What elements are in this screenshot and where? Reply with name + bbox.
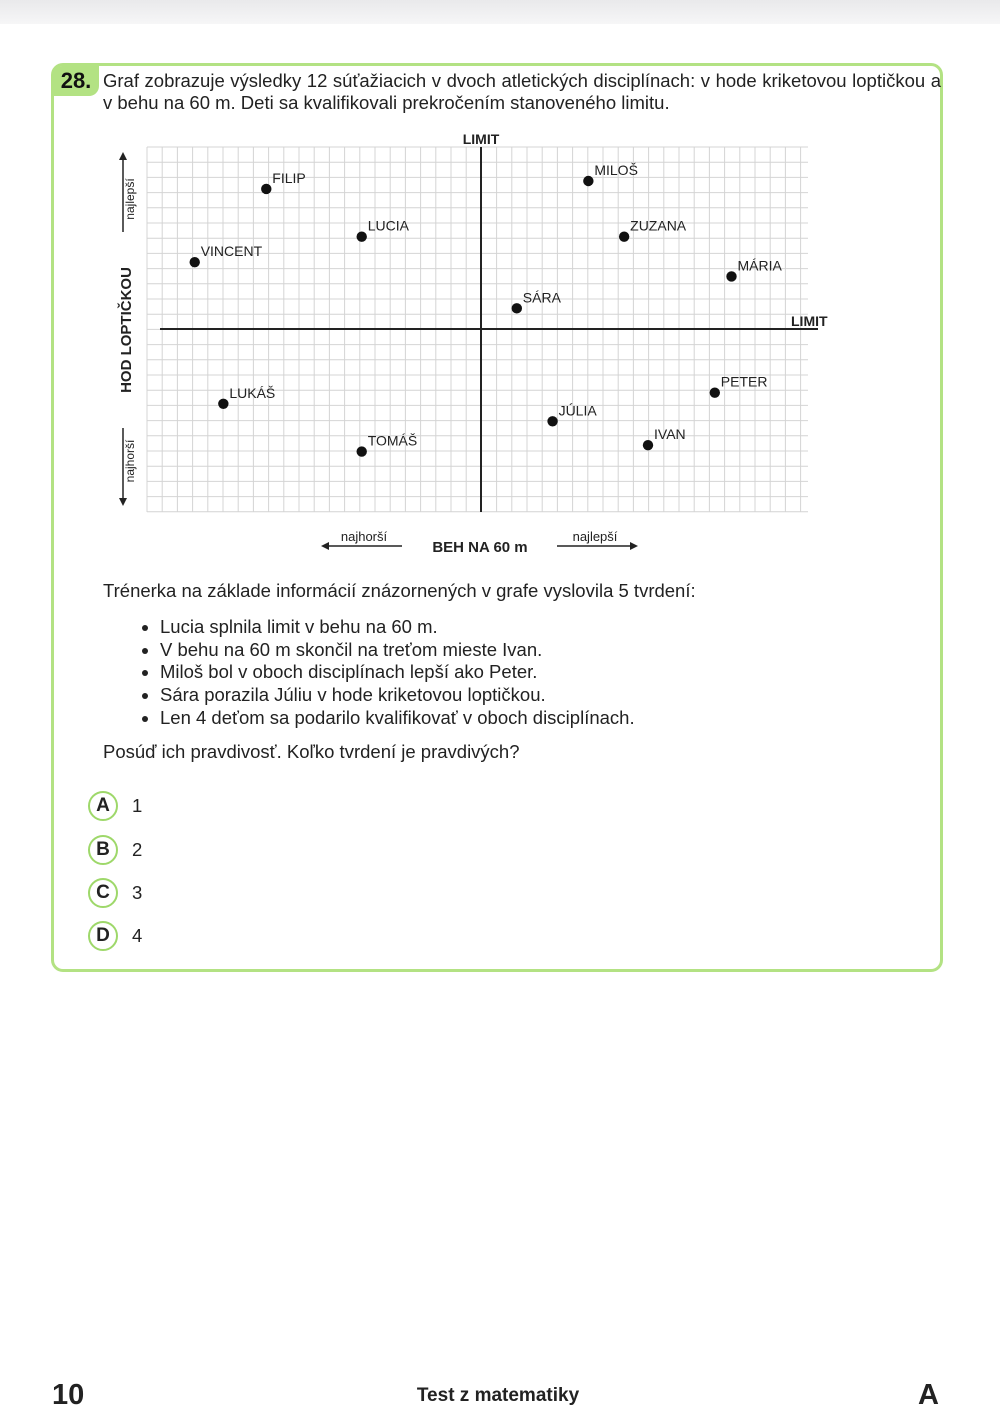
- statement-item: • Sára porazila Júliu v hode kriketovou loptičkou.: [160, 684, 635, 707]
- data-point: [547, 416, 557, 426]
- option-value[interactable]: 4: [132, 925, 143, 946]
- statement-item: • Lucia splnila limit v behu na 60 m.: [160, 616, 635, 639]
- limit-right-label: LIMIT: [791, 313, 828, 329]
- data-point-label: PETER: [720, 373, 768, 390]
- data-point: [218, 399, 228, 409]
- statement-item: • Miloš bol v oboch disciplínach lepší ako Peter.: [160, 661, 635, 684]
- data-point-label: ZUZANA: [630, 217, 687, 234]
- x-worst-label: najhorší: [340, 529, 388, 544]
- data-points: [190, 162, 783, 457]
- statements-intro: Trénerka na základe informácií znázornených v grafe vyslovila 5 tvrdení:: [103, 580, 696, 601]
- data-point-label: LUKÁŠ: [229, 384, 276, 401]
- x-worst-arrowhead: [321, 542, 329, 550]
- data-point: [190, 257, 200, 267]
- data-point-label: FILIP: [272, 169, 306, 186]
- option-value[interactable]: 2: [132, 839, 143, 860]
- data-point-label: TOMÁŠ: [367, 432, 418, 449]
- y-axis-title: HOD LOPTIČKOU: [118, 267, 135, 393]
- data-point: [710, 387, 720, 397]
- question-text: Graf zobrazuje výsledky 12 súťažiacich v dvoch atletických disciplínach: v hode kriketovou loptičkou a v behu na 60 m. Deti sa kvalifikovali prekročením stanoveného limitu.: [103, 70, 941, 113]
- option-letter[interactable]: B: [88, 835, 118, 865]
- option-value[interactable]: 1: [132, 795, 143, 816]
- data-point: [619, 232, 629, 242]
- option-letter[interactable]: A: [88, 791, 118, 821]
- option-value[interactable]: 3: [132, 882, 143, 903]
- data-point-label: JÚLIA: [558, 402, 597, 419]
- data-point-label: MÁRIA: [737, 257, 782, 274]
- test-variant: A: [918, 1379, 939, 1411]
- statements-list: [103, 616, 635, 730]
- statement-item: • Len 4 deťom sa podarilo kvalifikovať v oboch disciplínach.: [160, 707, 635, 730]
- statement-item: • V behu na 60 m skončil na treťom mieste Ivan.: [160, 639, 635, 662]
- data-point: [726, 271, 736, 281]
- option-letter[interactable]: C: [88, 878, 118, 908]
- x-axis-title: BEH NA 60 m: [432, 539, 528, 556]
- data-point-label: MILOŠ: [594, 162, 638, 179]
- question-prompt: Posúď ich pravdivosť. Koľko tvrdení je pravdivých?: [103, 741, 520, 762]
- question-number: 28.: [53, 66, 99, 96]
- data-point-label: SÁRA: [522, 289, 561, 306]
- data-point: [357, 446, 367, 456]
- data-point: [357, 232, 367, 242]
- data-point: [583, 176, 593, 186]
- data-point-label: IVAN: [654, 426, 686, 443]
- option-letter[interactable]: D: [88, 921, 118, 951]
- y-worst-arrowhead: [119, 498, 127, 506]
- x-best-label: najlepší: [572, 529, 618, 544]
- y-best-arrowhead: [119, 152, 127, 160]
- y-best-label: najlepší: [123, 178, 137, 220]
- x-best-arrowhead: [630, 542, 638, 550]
- data-point: [512, 303, 522, 313]
- limit-top-label: LIMIT: [462, 131, 500, 147]
- page-number: 10: [52, 1379, 85, 1411]
- data-point-label: VINCENT: [200, 243, 263, 260]
- scatter-chart: [0, 0, 1000, 570]
- y-worst-label: najhorší: [123, 439, 137, 483]
- data-point-label: LUCIA: [367, 217, 409, 234]
- document-title: Test z matematiky: [416, 1385, 580, 1406]
- data-point: [643, 440, 653, 450]
- data-point: [261, 184, 271, 194]
